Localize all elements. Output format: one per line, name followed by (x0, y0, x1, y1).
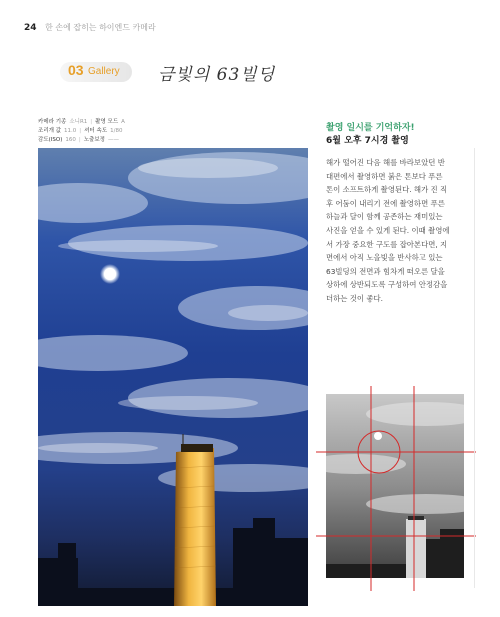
setting-value: 160 (65, 137, 76, 143)
body-line: 대편에서 촬영하면 붉은 톤보다 푸른 (326, 171, 443, 181)
setting-value: 소니R1 (69, 119, 88, 125)
setting-key: 셔터 속도 (84, 128, 108, 134)
body-line: 63빌딩의 전면과 힘차게 떠오른 달을 (326, 266, 445, 276)
body-line: 서 가장 중요한 구도를 잡아본다면, 지 (326, 239, 448, 249)
body-line: 사진을 얻을 수 있게 된다. 이때 촬영에 (326, 225, 450, 235)
settings-row: 조리개 값 11.0 | 셔터 속도 1/80 (38, 128, 123, 134)
gallery-number: 03 (68, 62, 84, 78)
article-body (326, 156, 476, 306)
setting-value: —— (108, 137, 119, 143)
page-number: 24 (24, 23, 37, 33)
camera-settings (38, 118, 125, 145)
setting-value: 1/80 (110, 128, 123, 134)
settings-row: 카메라 기종 소니R1 | 촬영 모드 A (38, 119, 125, 125)
article-highlight: 촬영 일시를 기억하자! (326, 123, 415, 133)
body-line: 면에서 아직 노을빛을 반사하고 있는 (326, 253, 443, 263)
setting-value: A (121, 119, 125, 125)
gallery-badge (60, 62, 132, 82)
settings-row: 감도(ISO) 160 | 노출보정 —— (38, 137, 119, 143)
book-title: 한 손에 잡히는 하이엔드 카메라 (45, 23, 156, 32)
margin-rule (474, 148, 475, 588)
setting-key: 노출보정 (83, 137, 105, 143)
main-photo (38, 148, 308, 606)
article-subheading: 6월 오후 7시경 촬영 (326, 136, 409, 146)
setting-value: 11.0 (64, 128, 77, 134)
body-line: 톤이 소프트하게 촬영된다. 해가 진 직 (326, 185, 448, 195)
gallery-label: Gallery (88, 66, 120, 77)
body-line: 상하에 상반되도록 구성하여 안정감을 (326, 280, 448, 290)
setting-key: 조리개 값 (38, 128, 62, 134)
setting-key: 촬영 모드 (95, 119, 119, 125)
setting-key: 카메라 기종 (38, 119, 67, 125)
body-line: 후 어둠이 내리기 전에 촬영하면 푸른 (326, 198, 445, 208)
page-title: 금빛의 63빌딩 (158, 65, 276, 85)
body-line: 해가 떨어진 다음 해를 바라보았던 반 (326, 158, 445, 167)
composition-guides (316, 386, 476, 591)
page-header (24, 22, 156, 33)
body-line: 더하는 것이 좋다. (326, 293, 384, 303)
body-line: 하늘과 달이 함께 공존하는 재미있는 (326, 212, 443, 222)
setting-key: 감도(ISO) (38, 137, 63, 143)
